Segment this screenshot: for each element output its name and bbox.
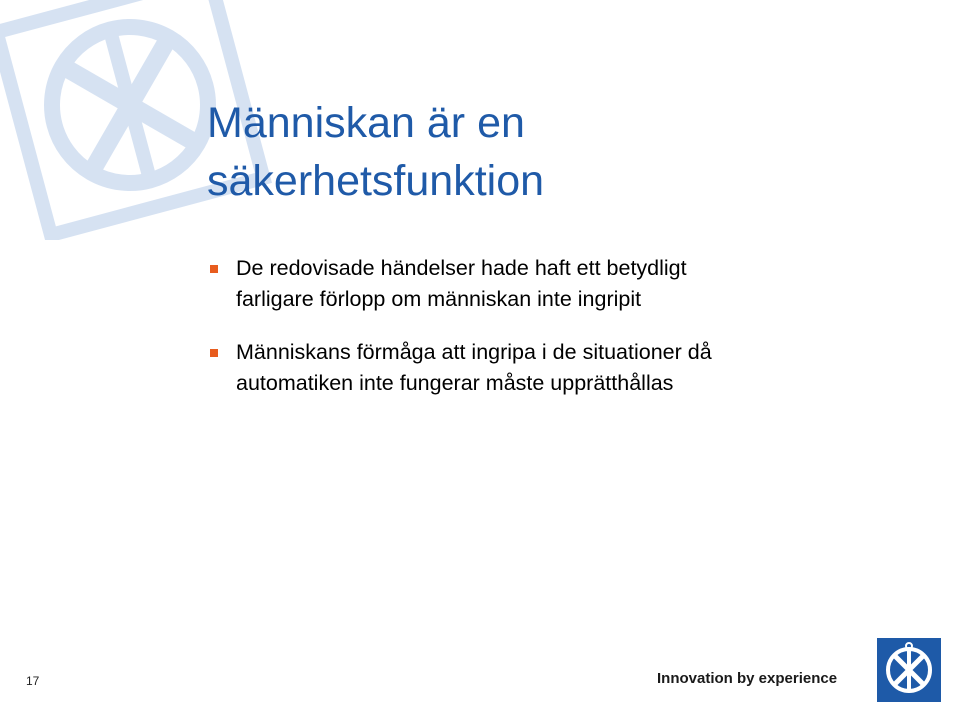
bullet-text-line-1: Människans förmåga att ingripa i de situationer då (236, 340, 712, 364)
bullet-text-line-1: De redovisade händelser hade haft ett betydligt (236, 256, 687, 280)
bullet-item (210, 337, 850, 399)
title-line-2: säkerhetsfunktion (207, 157, 545, 205)
tagline: Innovation by experience (657, 670, 838, 687)
bullet-text-line-2: farligare förlopp om människan inte ingripit (236, 287, 642, 311)
bullet-list (210, 253, 850, 399)
title-line-1: Människan är en (207, 99, 525, 147)
slide-title (207, 94, 907, 210)
square-bullet-icon (210, 265, 218, 273)
af-logo-icon (877, 638, 941, 702)
page-number: 17 (26, 674, 40, 688)
bullet-text-line-2: automatiken inte fungerar måste upprätthållas (236, 371, 674, 395)
square-bullet-icon (210, 349, 218, 357)
bullet-item (210, 253, 850, 315)
